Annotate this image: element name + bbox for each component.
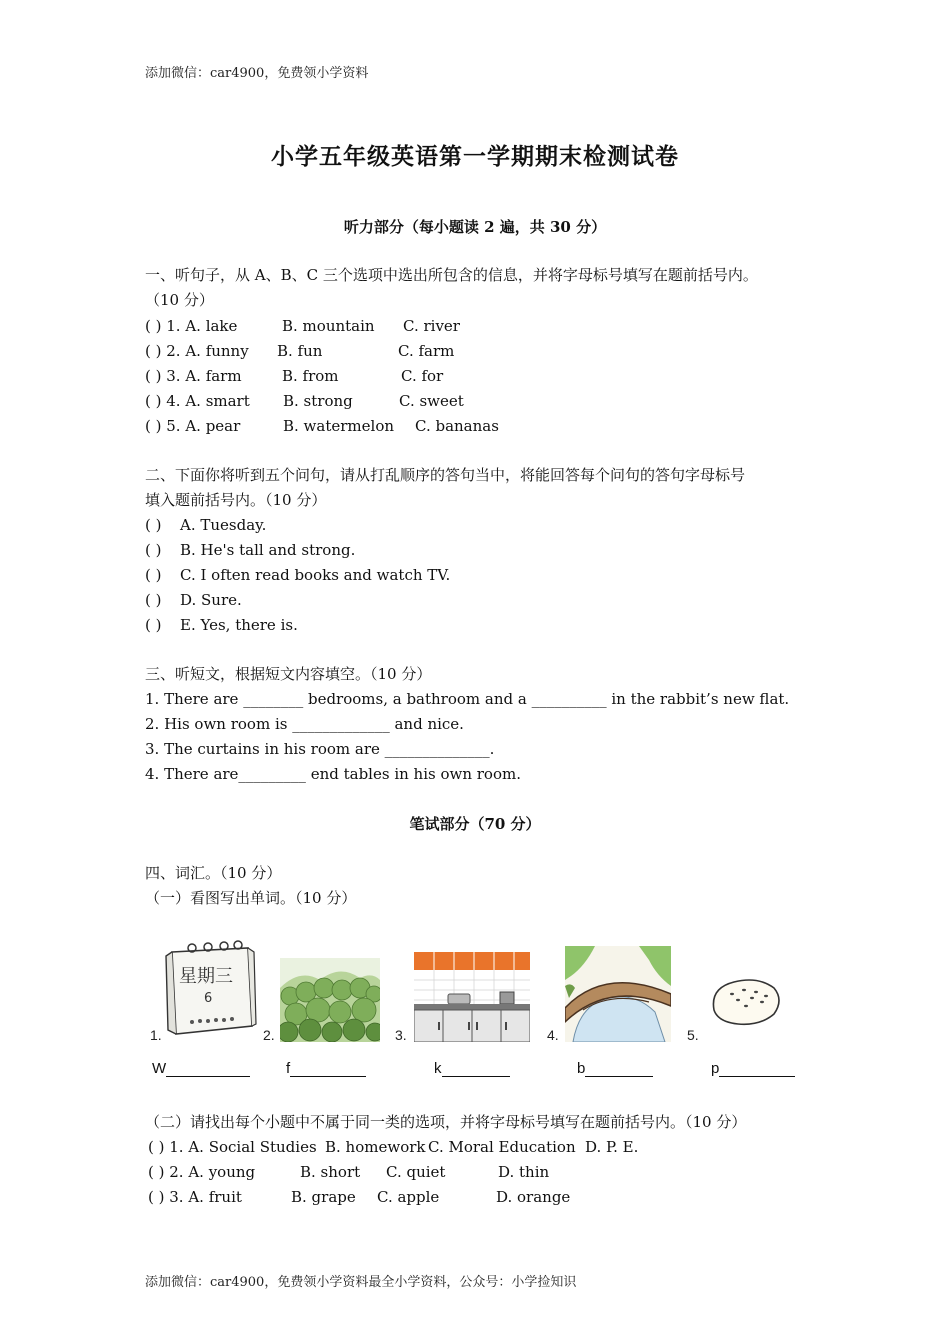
footer-note: 添加微信：car4900，免费领小学资料最全小学资料，公众号：小学捡知识 (145, 1275, 577, 1290)
option-c: C. Moral Education (428, 1138, 576, 1156)
word-blank-2[interactable] (286, 1060, 366, 1077)
section2-item (145, 540, 356, 560)
calendar-weekday: 星期三 (179, 966, 233, 987)
section1-instruction: 一、听句子，从 A、B、C 三个选项中选出所包含的信息，并将字母标号填写在题前括号内。 (145, 266, 758, 284)
option-a: ( ) 3. A. fruit (148, 1188, 242, 1206)
word-blank-3[interactable] (434, 1060, 510, 1077)
section2-item (145, 615, 298, 635)
word-blank-4[interactable] (577, 1060, 653, 1077)
option-c: C. quiet (386, 1163, 446, 1181)
option-b: B. grape (291, 1188, 356, 1206)
picture-number: 2. (263, 1027, 275, 1043)
section1-item (145, 366, 444, 386)
answer-option: C. I often read books and watch TV. (180, 566, 451, 584)
section1-item (145, 316, 460, 336)
option-b: B. watermelon (283, 417, 395, 435)
calendar-number: 6 (204, 991, 213, 1006)
option-d: D. orange (496, 1188, 571, 1206)
answer-bracket: ( ) (145, 616, 162, 634)
forest-icon (280, 958, 380, 1042)
answer-option: A. Tuesday. (180, 516, 267, 534)
picture-number: 1. (150, 1027, 162, 1043)
option-a: ( ) 4. A. smart (145, 392, 250, 410)
blank-initial: f (286, 1060, 291, 1077)
option-b: B. mountain (282, 317, 375, 335)
answer-bracket: ( ) (145, 541, 162, 559)
option-c: C. for (401, 367, 444, 385)
blank-initial: b (577, 1060, 586, 1077)
word-blank-5[interactable] (711, 1060, 795, 1077)
answer-bracket: ( ) (145, 516, 162, 534)
option-b: B. from (282, 367, 339, 385)
option-c: C. sweet (399, 392, 464, 410)
section2-instruction-cont: 填入题前括号内。（10 分） (145, 491, 327, 509)
answer-option: B. He's tall and strong. (180, 541, 356, 559)
picture-number: 5. (687, 1027, 699, 1043)
option-a: ( ) 1. A. lake (145, 317, 238, 335)
option-d: D. thin (498, 1163, 550, 1181)
section4-sub1: （一）看图写出单词。（10 分） (145, 889, 357, 907)
fill-blank-item: 4. There are_________ end tables in his own room. (145, 765, 521, 783)
section2-item (145, 565, 451, 585)
bread-icon (708, 970, 784, 1030)
odd-one-out-item (148, 1187, 571, 1207)
section1-item (145, 391, 464, 411)
section1-item (145, 416, 499, 436)
option-a: ( ) 2. A. funny (145, 342, 249, 360)
odd-one-out-item (148, 1162, 550, 1182)
section4-sub2: （二）请找出每个小题中不属于同一类的选项，并将字母标号填写在题前括号内。（10 分） (145, 1113, 747, 1131)
word-blank-1[interactable] (152, 1060, 250, 1077)
section4-instruction: 四、词汇。（10 分） (145, 864, 282, 882)
page-title: 小学五年级英语第一学期期末检测试卷 (271, 143, 679, 170)
blank-initial: p (711, 1060, 720, 1077)
fill-blank-item: 3. The curtains in his room are ______________. (145, 740, 495, 758)
header-note: 添加微信：car4900，免费领小学资料 (145, 66, 369, 81)
section1-item (145, 341, 455, 361)
section1-instruction-points: （10 分） (145, 291, 214, 309)
option-c: C. river (403, 317, 460, 335)
answer-bracket: ( ) (145, 591, 162, 609)
fill-blank-item: 1. There are ________ bedrooms, a bathroom and a __________ in the rabbit’s new flat. (145, 690, 790, 708)
option-a: ( ) 3. A. farm (145, 367, 242, 385)
option-a: ( ) 5. A. pear (145, 417, 241, 435)
calendar-icon (162, 940, 258, 1040)
option-a: ( ) 1. A. Social Studies (148, 1138, 317, 1156)
option-b: B. strong (283, 392, 353, 410)
option-b: B. homework (325, 1138, 426, 1156)
section2-item (145, 590, 242, 610)
section2-instruction: 二、下面你将听到五个问句，请从打乱顺序的答句当中，将能回答每个问句的答句字母标号 (145, 466, 746, 484)
picture-number: 3. (395, 1027, 407, 1043)
blank-initial: k (434, 1060, 442, 1077)
option-c: C. farm (398, 342, 455, 360)
section2-item (145, 515, 267, 535)
answer-bracket: ( ) (145, 566, 162, 584)
option-b: B. fun (277, 342, 323, 360)
writing-heading: 笔试部分（70 分） (409, 815, 541, 833)
option-b: B. short (300, 1163, 361, 1181)
kitchen-icon (414, 952, 530, 1042)
option-d: D. P. E. (585, 1138, 639, 1156)
picture-number: 4. (547, 1027, 559, 1043)
listening-heading: 听力部分（每小题读 2 遍，共 30 分） (343, 218, 607, 236)
section3-instruction: 三、听短文，根据短文内容填空。（10 分） (145, 665, 432, 683)
option-c: C. apple (377, 1188, 440, 1206)
blank-initial: W (152, 1060, 167, 1077)
option-c: C. bananas (415, 417, 499, 435)
answer-option: E. Yes, there is. (180, 616, 298, 634)
answer-option: D. Sure. (180, 591, 242, 609)
fill-blank-item: 2. His own room is _____________ and nice. (145, 715, 464, 733)
option-a: ( ) 2. A. young (148, 1163, 256, 1181)
bridge-icon (565, 946, 671, 1042)
odd-one-out-item (148, 1137, 639, 1157)
